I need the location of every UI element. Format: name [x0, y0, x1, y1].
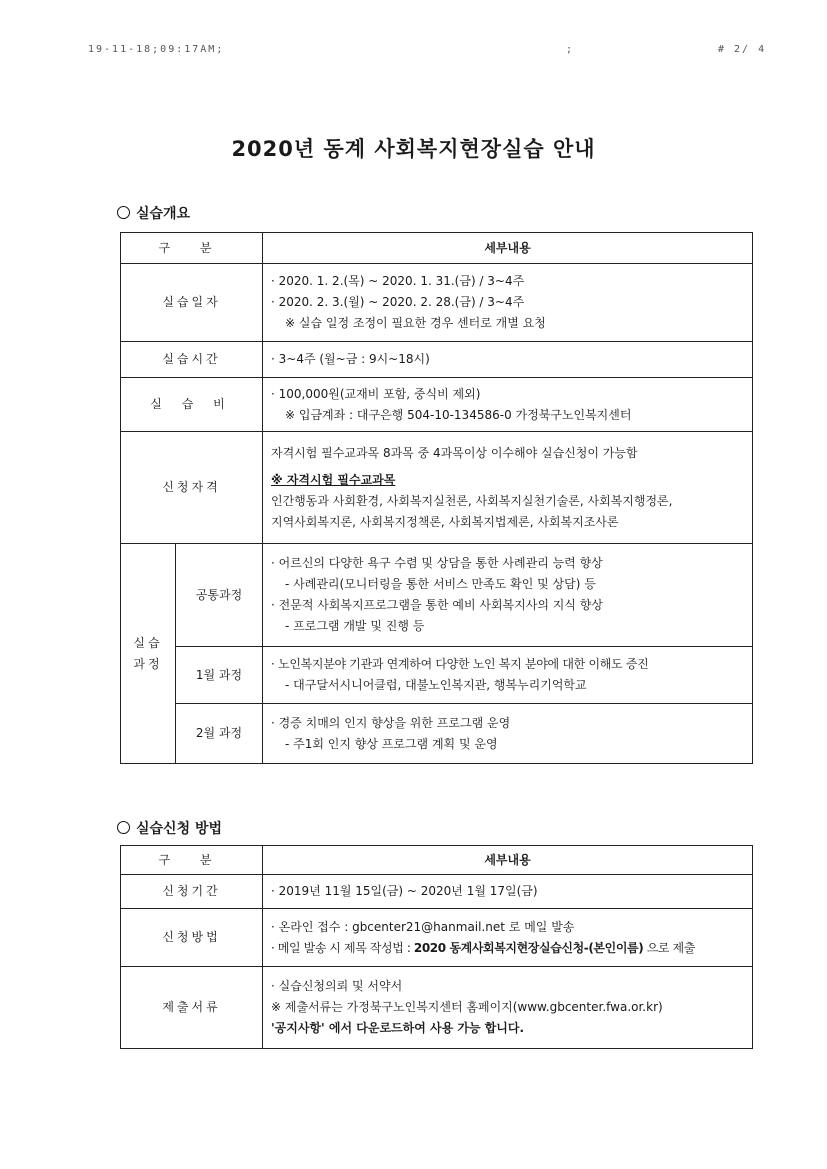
- table-header-row: [121, 846, 753, 875]
- fax-header-left: 19-11-18;09:17AM;: [88, 44, 225, 55]
- qual-line-4: 지역사회복지론, 사회복지정책론, 사회복지법제론, 사회복지조사론: [271, 514, 619, 529]
- sub-label-january: 1월 과정: [176, 647, 263, 704]
- overview-table: [120, 232, 753, 764]
- method-line-2-prefix: · 메일 발송 시 제목 작성법 :: [271, 940, 414, 955]
- course-label-1: 실습: [133, 635, 163, 650]
- sub-label-february: 2월 과정: [176, 704, 263, 764]
- table-row: [121, 909, 753, 967]
- section-heading-apply: [117, 818, 222, 838]
- table-header-row: [121, 233, 753, 264]
- jan-line-2: - 대구달서시니어클럽, 대불노인복지관, 행복누리기억학교: [285, 678, 587, 692]
- table-row: [121, 647, 753, 704]
- table-row: [121, 704, 753, 764]
- sub-label-common: 공통과정: [176, 544, 263, 647]
- row-label-qualification: 신청자격: [121, 432, 263, 544]
- row-content-common: [263, 544, 753, 647]
- apply-table: [120, 845, 753, 1049]
- table-row: [121, 264, 753, 342]
- period-note: ※ 실습 일정 조정이 필요한 경우 센터로 개별 요청: [285, 316, 546, 330]
- common-line-2: - 사례관리(모니터링을 통한 서비스 만족도 확인 및 상담) 등: [285, 577, 596, 591]
- fee-line: · 100,000원(교재비 포함, 중식비 제외): [271, 386, 481, 401]
- period-line-1: · 2020. 1. 2.(목) ~ 2020. 1. 31.(금) / 3~4주: [271, 274, 525, 288]
- docs-line-2: ※ 제출서류는 가정북구노인복지센터 홈페이지(www.gbcenter.fwa.or.kr): [271, 1000, 663, 1014]
- feb-line-1: · 경증 치매의 인지 향상을 위한 프로그램 운영: [271, 715, 511, 730]
- row-content-qualification: [263, 432, 753, 544]
- section-heading-overview: [117, 203, 190, 223]
- table-row: [121, 967, 753, 1049]
- course-label-2: 과정: [133, 656, 163, 671]
- row-content-time: [263, 342, 753, 378]
- table-row: [121, 342, 753, 378]
- col-header-details: 세부내용: [263, 233, 753, 264]
- common-line-3: · 전문적 사회복지프로그램을 통한 예비 사회복지사의 지식 향상: [271, 598, 603, 612]
- table-row: [121, 378, 753, 432]
- time-line: · 3~4주 (월~금 : 9시~18시): [271, 352, 430, 366]
- row-label-documents: 제출서류: [121, 967, 263, 1049]
- circle-bullet-icon: [117, 821, 130, 834]
- qual-line-1: 자격시험 필수교과목 8과목 중 4과목이상 이수해야 실습신청이 가능함: [271, 445, 638, 460]
- apply-period-line: · 2019년 11월 15일(금) ~ 2020년 1월 17일(금): [271, 884, 538, 898]
- row-label-course: [121, 544, 176, 764]
- method-line-1: · 온라인 접수 : gbcenter21@hanmail.net 로 메일 발송: [271, 919, 575, 934]
- row-content-apply-period: [263, 875, 753, 909]
- col-header-details: 세부내용: [263, 846, 753, 875]
- row-label-period: 실습일자: [121, 264, 263, 342]
- qual-line-3: 인간행동과 사회환경, 사회복지실천론, 사회복지실천기술론, 사회복지행정론,: [271, 493, 673, 508]
- common-line-1: · 어르신의 다양한 욕구 수렴 및 상담을 통한 사례관리 능력 향상: [271, 556, 603, 570]
- table-row: [121, 544, 753, 647]
- circle-bullet-icon: [117, 206, 130, 219]
- row-label-apply-period: 신청기간: [121, 875, 263, 909]
- apply-heading-text: 실습신청 방법: [136, 821, 223, 837]
- fax-header-mid: ;: [566, 44, 575, 55]
- fax-header-page: # 2/ 4: [718, 44, 767, 55]
- col-header-category: 구 분: [121, 846, 263, 875]
- col-header-category: 구 분: [121, 233, 263, 264]
- row-label-method: 신청방법: [121, 909, 263, 967]
- table-row: [121, 432, 753, 544]
- page-title: 2020년 동계 사회복지현장실습 안내: [231, 137, 596, 161]
- row-content-fee: [263, 378, 753, 432]
- jan-line-1: · 노인복지분야 기관과 연계하여 다양한 노인 복지 분야에 대한 이해도 증진: [271, 657, 649, 671]
- table-row: [121, 875, 753, 909]
- row-content-january: [263, 647, 753, 704]
- method-line-2-suffix: 으로 제출: [643, 940, 695, 955]
- mail-subject-format: 2020 동계사회복지현장실습신청-(본인이름): [413, 940, 644, 955]
- row-content-method: [263, 909, 753, 967]
- fee-account: ※ 입금계좌 : 대구은행 504-10-134586-0 가정북구노인복지센터: [285, 407, 632, 422]
- overview-heading-text: 실습개요: [136, 206, 191, 222]
- row-label-fee: 실 습 비: [121, 378, 263, 432]
- common-line-4: - 프로그램 개발 및 진행 등: [285, 619, 425, 633]
- docs-line-1: · 실습신청의뢰 및 서약서: [271, 979, 403, 993]
- qual-subject-heading: ※ 자격시험 필수교과목: [271, 472, 396, 487]
- row-content-documents: [263, 967, 753, 1049]
- docs-line-3: '공지사항' 에서 다운로드하여 사용 가능 합니다.: [271, 1021, 525, 1035]
- feb-line-2: - 주1회 인지 향상 프로그램 계획 및 운영: [285, 736, 498, 751]
- row-content-february: [263, 704, 753, 764]
- period-line-2: · 2020. 2. 3.(월) ~ 2020. 2. 28.(금) / 3~4주: [271, 295, 525, 309]
- row-content-period: [263, 264, 753, 342]
- method-line-2: [271, 938, 744, 959]
- row-label-time: 실습시간: [121, 342, 263, 378]
